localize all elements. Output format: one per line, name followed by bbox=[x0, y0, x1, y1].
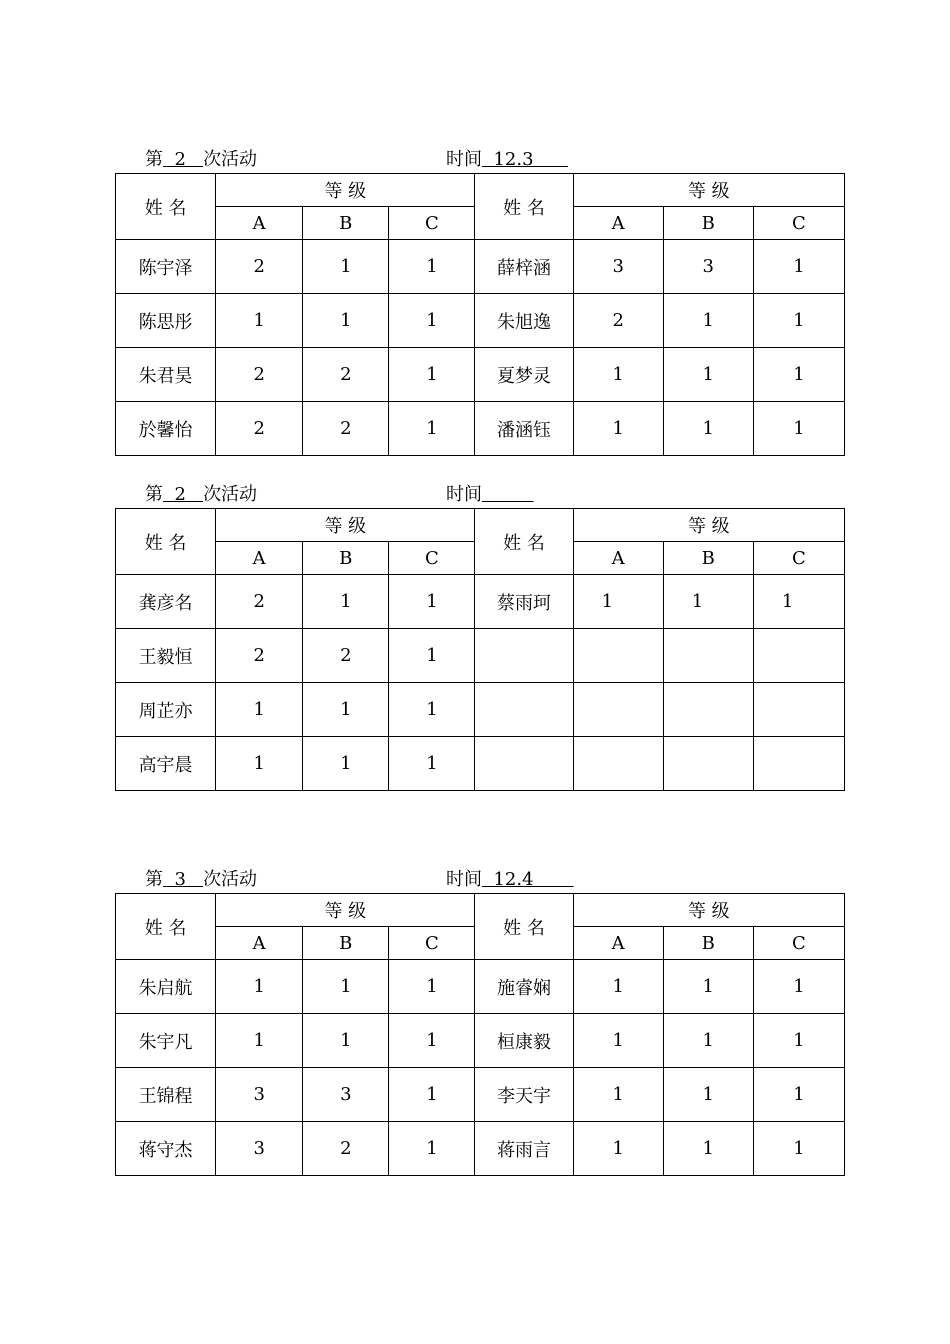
activity-prefix: 第 bbox=[145, 484, 163, 505]
grade-cell: 1 bbox=[303, 575, 389, 629]
student-name: 朱宇凡 bbox=[116, 1014, 216, 1068]
grade-cell: 1 bbox=[303, 240, 389, 294]
student-name: 朱君昊 bbox=[116, 348, 216, 402]
table-row bbox=[116, 629, 845, 683]
grade-letter-header: A bbox=[573, 927, 663, 960]
student-name: 王毅恒 bbox=[116, 629, 216, 683]
grade-letter-header: A bbox=[216, 927, 303, 960]
student-name: 周芷亦 bbox=[116, 683, 216, 737]
grade-cell bbox=[573, 629, 663, 683]
table-row bbox=[116, 348, 845, 402]
grade-cell: 1 bbox=[389, 1122, 475, 1176]
student-name: 高宇晨 bbox=[116, 737, 216, 791]
grade-cell: 1 bbox=[573, 1014, 663, 1068]
grade-letter-header: B bbox=[303, 207, 389, 240]
student-name bbox=[475, 737, 573, 791]
activity-label bbox=[145, 865, 257, 891]
grade-cell: 1 bbox=[303, 737, 389, 791]
grade-cell: 1 bbox=[753, 1014, 844, 1068]
grade-cell: 1 bbox=[663, 960, 753, 1014]
time-label-group bbox=[446, 865, 574, 891]
grade-cell: 1 bbox=[753, 402, 844, 456]
grade-cell: 1 bbox=[663, 1014, 753, 1068]
grade-cell: 2 bbox=[216, 240, 303, 294]
grade-table bbox=[115, 508, 845, 791]
grade-cell: 1 bbox=[389, 683, 475, 737]
student-name: 施睿娴 bbox=[475, 960, 573, 1014]
grade-letter-header: A bbox=[216, 542, 303, 575]
grade-letter-header: C bbox=[753, 927, 844, 960]
table-row bbox=[116, 1122, 845, 1176]
grade-cell: 1 bbox=[389, 348, 475, 402]
grade-column-header: 等 级 bbox=[573, 174, 844, 207]
grade-letter-header: B bbox=[303, 927, 389, 960]
grade-cell: 1 bbox=[389, 737, 475, 791]
time-label: 时间 bbox=[446, 484, 482, 505]
student-name: 朱旭逸 bbox=[475, 294, 573, 348]
grade-cell: 1 bbox=[389, 575, 475, 629]
table-row bbox=[116, 294, 845, 348]
time-value: 12.3 bbox=[482, 149, 568, 170]
table-row bbox=[116, 240, 845, 294]
activity-section bbox=[115, 480, 845, 791]
grade-cell: 1 bbox=[216, 294, 303, 348]
grade-cell: 1 bbox=[663, 348, 753, 402]
table-header-row bbox=[116, 894, 845, 927]
grade-letter-header: A bbox=[573, 542, 663, 575]
student-name bbox=[475, 629, 573, 683]
grade-cell: 3 bbox=[573, 240, 663, 294]
grade-cell: 1 bbox=[389, 294, 475, 348]
grade-letter-header: C bbox=[753, 542, 844, 575]
table-header-row bbox=[116, 174, 845, 207]
grade-cell: 1 bbox=[216, 737, 303, 791]
grade-cell: 1 bbox=[389, 1068, 475, 1122]
student-name: 薛梓涵 bbox=[475, 240, 573, 294]
grade-cell bbox=[753, 683, 844, 737]
grade-cell bbox=[753, 629, 844, 683]
grade-column-header: 等 级 bbox=[216, 509, 475, 542]
student-name: 蒋守杰 bbox=[116, 1122, 216, 1176]
activity-suffix: 次活动 bbox=[203, 484, 258, 505]
grade-cell: 1 bbox=[573, 575, 663, 629]
activity-prefix: 第 bbox=[145, 149, 163, 170]
grade-cell: 1 bbox=[389, 960, 475, 1014]
table-row bbox=[116, 575, 845, 629]
activity-section bbox=[115, 145, 845, 456]
grade-column-header: 等 级 bbox=[216, 174, 475, 207]
student-name: 桓康毅 bbox=[475, 1014, 573, 1068]
grade-cell: 2 bbox=[216, 348, 303, 402]
grade-letter-header: B bbox=[303, 542, 389, 575]
grade-letter-header: A bbox=[216, 207, 303, 240]
activity-prefix: 第 bbox=[145, 869, 163, 890]
grade-cell: 1 bbox=[573, 960, 663, 1014]
grade-cell bbox=[573, 683, 663, 737]
grade-cell: 1 bbox=[663, 402, 753, 456]
grade-cell bbox=[663, 737, 753, 791]
activity-label bbox=[145, 145, 257, 171]
student-name: 陈宇泽 bbox=[116, 240, 216, 294]
grade-cell: 3 bbox=[303, 1068, 389, 1122]
grade-letter-header: C bbox=[389, 207, 475, 240]
grade-cell: 1 bbox=[573, 1122, 663, 1176]
grade-cell: 1 bbox=[663, 294, 753, 348]
grade-cell: 1 bbox=[216, 683, 303, 737]
grade-cell: 1 bbox=[216, 1014, 303, 1068]
grade-cell: 1 bbox=[389, 402, 475, 456]
student-name: 蒋雨言 bbox=[475, 1122, 573, 1176]
section-header bbox=[115, 480, 845, 508]
grade-letter-header: B bbox=[663, 207, 753, 240]
name-column-header: 姓 名 bbox=[116, 174, 216, 240]
grade-cell: 1 bbox=[303, 683, 389, 737]
grade-column-header: 等 级 bbox=[573, 894, 844, 927]
student-name: 潘涵钰 bbox=[475, 402, 573, 456]
grade-table bbox=[115, 173, 845, 456]
section-header bbox=[115, 865, 845, 893]
grade-cell: 2 bbox=[303, 1122, 389, 1176]
student-name: 朱启航 bbox=[116, 960, 216, 1014]
grade-cell: 2 bbox=[303, 629, 389, 683]
grade-letter-header: A bbox=[573, 207, 663, 240]
grade-cell bbox=[573, 737, 663, 791]
grade-cell: 1 bbox=[753, 240, 844, 294]
grade-cell: 1 bbox=[389, 629, 475, 683]
student-name: 王锦程 bbox=[116, 1068, 216, 1122]
grade-cell: 1 bbox=[663, 575, 753, 629]
table-row bbox=[116, 683, 845, 737]
grade-cell: 1 bbox=[573, 1068, 663, 1122]
grade-cell: 1 bbox=[216, 960, 303, 1014]
name-column-header: 姓 名 bbox=[116, 894, 216, 960]
grade-letter-header: C bbox=[389, 542, 475, 575]
name-column-header: 姓 名 bbox=[475, 509, 573, 575]
grade-letter-header: B bbox=[663, 542, 753, 575]
grade-cell: 3 bbox=[216, 1122, 303, 1176]
time-label-group bbox=[446, 145, 568, 171]
table-row bbox=[116, 1014, 845, 1068]
grade-cell: 1 bbox=[303, 960, 389, 1014]
time-label: 时间 bbox=[446, 149, 482, 170]
name-column-header: 姓 名 bbox=[116, 509, 216, 575]
activity-number: 2 bbox=[163, 149, 204, 170]
grade-cell: 2 bbox=[216, 402, 303, 456]
grade-letter-header: C bbox=[389, 927, 475, 960]
grade-cell: 2 bbox=[216, 575, 303, 629]
grade-cell: 1 bbox=[389, 1014, 475, 1068]
table-row bbox=[116, 737, 845, 791]
table-row bbox=[116, 960, 845, 1014]
table-header-row bbox=[116, 509, 845, 542]
activity-number: 2 bbox=[163, 484, 204, 505]
grade-cell bbox=[663, 629, 753, 683]
student-name bbox=[475, 683, 573, 737]
student-name: 李天宇 bbox=[475, 1068, 573, 1122]
grade-cell: 2 bbox=[303, 348, 389, 402]
grade-cell: 1 bbox=[753, 575, 844, 629]
grade-table bbox=[115, 893, 845, 1176]
grade-cell: 3 bbox=[216, 1068, 303, 1122]
grade-cell: 2 bbox=[573, 294, 663, 348]
student-name: 夏梦灵 bbox=[475, 348, 573, 402]
time-label-group bbox=[446, 480, 534, 506]
grade-cell: 2 bbox=[216, 629, 303, 683]
table-row bbox=[116, 402, 845, 456]
grade-cell: 1 bbox=[573, 402, 663, 456]
grade-cell: 1 bbox=[663, 1068, 753, 1122]
grade-letter-header: C bbox=[753, 207, 844, 240]
grade-cell: 1 bbox=[389, 240, 475, 294]
grade-column-header: 等 级 bbox=[573, 509, 844, 542]
activity-number: 3 bbox=[163, 869, 204, 890]
grade-cell: 3 bbox=[663, 240, 753, 294]
time-value: 12.4 bbox=[482, 869, 574, 890]
activity-suffix: 次活动 bbox=[203, 149, 258, 170]
grade-cell bbox=[663, 683, 753, 737]
grade-cell: 2 bbox=[303, 402, 389, 456]
grade-cell: 1 bbox=[663, 1122, 753, 1176]
section-header bbox=[115, 145, 845, 173]
name-column-header: 姓 名 bbox=[475, 174, 573, 240]
grade-cell bbox=[753, 737, 844, 791]
activity-suffix: 次活动 bbox=[203, 869, 258, 890]
grade-cell: 1 bbox=[573, 348, 663, 402]
name-column-header: 姓 名 bbox=[475, 894, 573, 960]
grade-letter-header: B bbox=[663, 927, 753, 960]
grade-cell: 1 bbox=[303, 1014, 389, 1068]
student-name: 蔡雨珂 bbox=[475, 575, 573, 629]
table-row bbox=[116, 1068, 845, 1122]
activity-section bbox=[115, 865, 845, 1176]
grade-cell: 1 bbox=[753, 348, 844, 402]
grade-cell: 1 bbox=[753, 294, 844, 348]
student-name: 陈思彤 bbox=[116, 294, 216, 348]
student-name: 龚彦名 bbox=[116, 575, 216, 629]
activity-label bbox=[145, 480, 257, 506]
time-value bbox=[482, 484, 534, 505]
grade-cell: 1 bbox=[753, 1068, 844, 1122]
grade-cell: 1 bbox=[303, 294, 389, 348]
time-label: 时间 bbox=[446, 869, 482, 890]
grade-column-header: 等 级 bbox=[216, 894, 475, 927]
grade-cell: 1 bbox=[753, 960, 844, 1014]
grade-cell: 1 bbox=[753, 1122, 844, 1176]
student-name: 於馨怡 bbox=[116, 402, 216, 456]
